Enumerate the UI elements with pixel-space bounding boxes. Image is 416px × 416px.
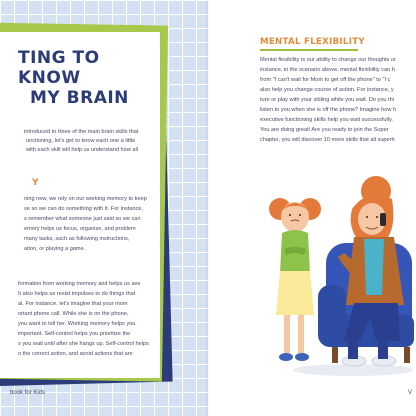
working-memory-line: ve so we can do something with it. For instance, xyxy=(24,206,144,212)
right-body-line: chapter, you will discover 10 more skills that all superh xyxy=(260,137,395,143)
working-memory-line: ation, or playing a game. xyxy=(24,246,86,252)
chapter-title xyxy=(18,48,168,108)
armchair-leg xyxy=(404,347,410,363)
phone-icon xyxy=(380,213,386,226)
right-body-line: also help you change course of action. For instance, y xyxy=(260,87,394,93)
self-control-line: It also helps us resist impulses to do things that xyxy=(18,291,136,297)
right-body-line: from "I can't wait for Mom to get off the phone" to "I c xyxy=(260,77,391,83)
right-body-line: executive functioning skills help you wait successfully. xyxy=(260,117,393,123)
right-body-line: ture or play with your sibling while you wait. Do you thi xyxy=(260,97,395,103)
girl-shoe xyxy=(279,353,293,361)
right-body-line: You are doing great! Are you ready to join the Super xyxy=(260,127,389,133)
working-memory-line: emory helps us focus, organize, and problem xyxy=(24,226,136,232)
self-control-line: important. Self-control helps you prioritize the xyxy=(18,331,131,337)
mother-lower-leg xyxy=(348,341,358,359)
working-memory-line: ning new, we rely on our working memory to keep xyxy=(24,196,147,202)
self-control-line: al. For instance, let's imagine that your mom xyxy=(18,301,128,307)
girl-leg xyxy=(298,315,304,353)
intro-line: with each skill will help us understand how all xyxy=(26,147,138,153)
self-control-line: you want to tell her. Working memory helps you xyxy=(18,321,136,327)
book-spine-shadow xyxy=(206,0,210,416)
self-control-line: formation from working memory and helps us see xyxy=(18,281,141,287)
mother-eye xyxy=(376,216,378,218)
mental-flexibility-heading: MENTAL FLEXIBILITY xyxy=(260,37,365,47)
girl-face xyxy=(281,202,309,232)
armchair-leg xyxy=(332,347,338,363)
intro-line: unctioning, let's get to know each one a little xyxy=(26,138,136,144)
mother-shirt xyxy=(364,239,384,295)
right-body-line: Mental flexibility is our ability to change our thoughts or xyxy=(260,57,396,63)
heading-underline xyxy=(260,49,358,51)
girl-figure xyxy=(269,198,321,361)
intro-line: introduced to three of the main brain skills that xyxy=(24,129,139,135)
mother-daughter-illustration xyxy=(258,165,416,380)
girl-leg xyxy=(284,315,290,353)
working-memory-line: many tasks, such as following instructions, xyxy=(24,236,130,242)
self-control-line: ortant phone call. While she is on the phone, xyxy=(18,311,129,317)
self-control-line: o the correct action, and avoid actions that are xyxy=(18,351,133,357)
right-body-line: instance, in the scenario above, mental flexibility can h xyxy=(260,67,395,73)
chapter-title-line: MY BRAIN xyxy=(30,88,129,108)
girl-eye xyxy=(289,214,291,216)
self-control-line: s you wait until after she hangs up. Self-control helps xyxy=(18,341,149,347)
right-page xyxy=(208,0,416,416)
girl-shoe xyxy=(295,353,309,361)
left-footer: book for Kids xyxy=(10,390,46,396)
working-memory-line: s remember what someone just said so we can xyxy=(24,216,141,222)
mother-eye xyxy=(366,216,368,218)
chapter-title-line: TING TO KNOW xyxy=(18,48,100,88)
mother-lower-leg xyxy=(378,341,388,359)
right-footer: V xyxy=(408,390,413,396)
girl-eye xyxy=(299,214,301,216)
section-heading: Y xyxy=(32,178,39,188)
girl-skirt xyxy=(276,271,314,315)
right-body-line: listen to you when she is off the phone? Imagine how h xyxy=(260,107,397,113)
